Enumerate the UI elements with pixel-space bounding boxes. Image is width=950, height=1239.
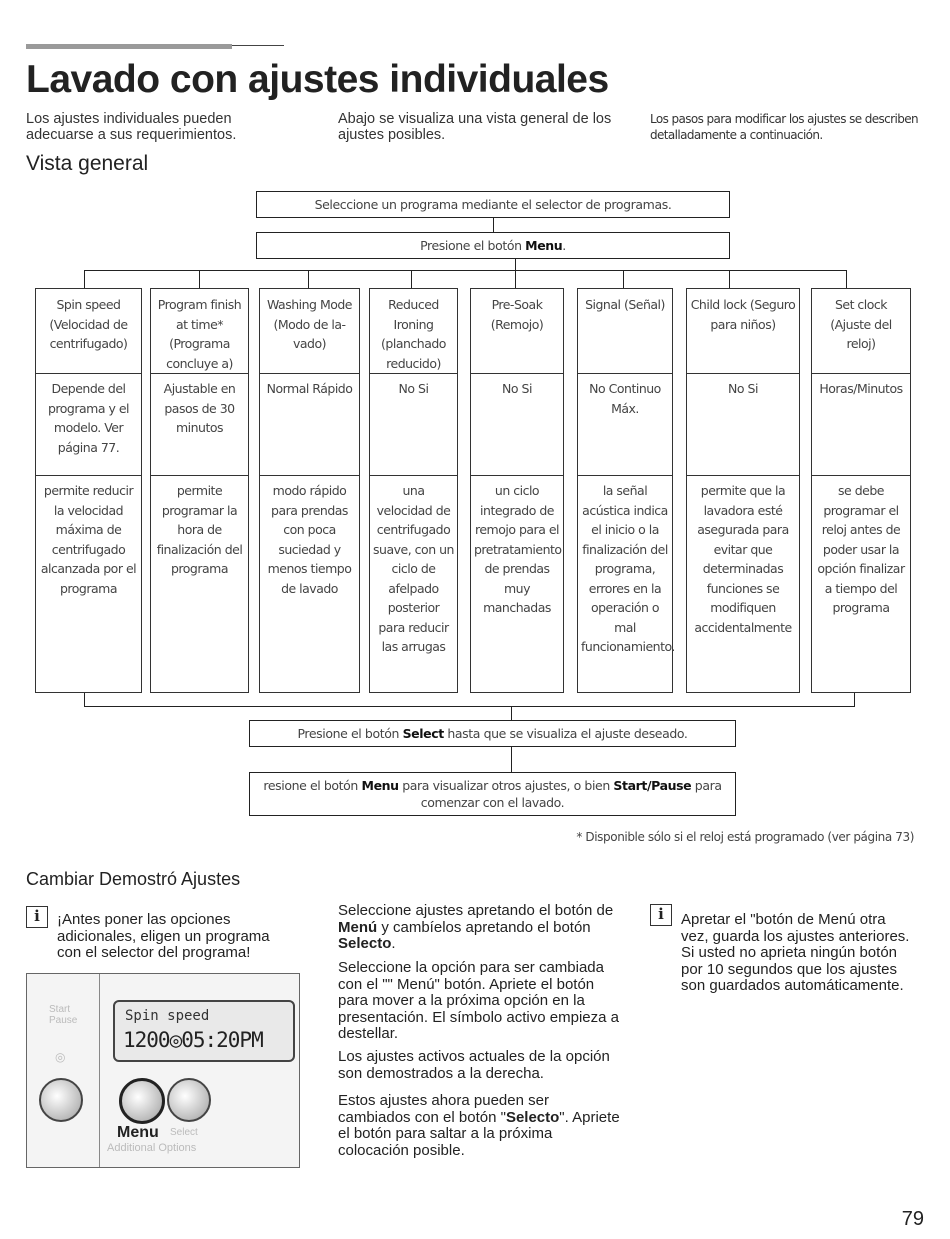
option-name: Pre-Soak (Remojo) xyxy=(490,297,544,332)
menu-knob xyxy=(119,1078,165,1124)
led-icon: ◎ xyxy=(55,1050,66,1064)
flow-step4-f: comenzar con el lavado. xyxy=(420,795,565,810)
flow-step3-post: hasta que se visualiza el ajuste deseado. xyxy=(443,726,688,741)
row-divider xyxy=(687,475,799,476)
intro-col3: Los pasos para modificar los ajustes se describen detalladamente a continuación. xyxy=(650,112,919,142)
lcd-line1: Spin speed xyxy=(125,1008,210,1024)
option-values: No Si xyxy=(398,381,429,396)
option-description: un ciclo integrado de remojo para el pretratamiento de prendas muy manchadas xyxy=(474,483,562,615)
additional-options-label: Additional Options xyxy=(107,1142,197,1154)
option-description: modo rápido para prendas con poca suciedad y menos tiempo de lavado xyxy=(267,483,352,596)
option-description: permite que la lavadora esté asegurada para evitar que determinadas funciones se modifiquen accidentalmente xyxy=(694,483,792,635)
p1-d: Selecto xyxy=(338,935,392,952)
option-name: Washing Mode (Modo de la-vado) xyxy=(266,297,352,351)
flow-connector xyxy=(511,746,512,772)
option-values: Ajustable en pasos de 30 minutos xyxy=(163,381,236,435)
flow-branch-drop xyxy=(84,270,85,288)
flow-branch-drop xyxy=(308,270,309,288)
footnote: * Disponible sólo si el reloj está programado (ver página 73) xyxy=(576,830,914,844)
row-divider xyxy=(260,475,359,476)
option-description: una velocidad de centrifugado suave, con un ciclo de afelpado posterior para reducir las arrugas xyxy=(373,483,454,654)
p4-b: Selecto xyxy=(505,1108,560,1126)
option-column-washing-mode xyxy=(259,288,360,693)
section-title-change-settings: Cambiar Demostró Ajustes xyxy=(26,869,241,889)
option-description: permite reducir la velocidad máxima de centrifugado alcanzada por el programa xyxy=(40,483,137,596)
p1-c: y cambíelos apretando el botón xyxy=(377,918,591,936)
row-divider xyxy=(36,475,141,476)
option-column-pre-soak xyxy=(470,288,564,693)
option-values: Normal Rápido xyxy=(266,381,353,396)
select-label: Select xyxy=(170,1127,198,1138)
option-column-spin-speed xyxy=(35,288,142,693)
paragraph-active-settings: Los ajustes activos actuales de la opción son demostrados a la derecha. xyxy=(338,1048,610,1082)
row-divider xyxy=(151,373,248,374)
row-divider xyxy=(471,373,563,374)
row-divider xyxy=(687,373,799,374)
flow-step3-pre: Presione el botón xyxy=(297,726,403,741)
menu-label: Menu xyxy=(117,1124,159,1141)
flow-merge-drop xyxy=(84,693,85,706)
info-icon: i xyxy=(26,906,48,928)
header-rule-line xyxy=(232,45,284,46)
row-divider xyxy=(812,475,910,476)
flow-step2-bold: Menu xyxy=(525,238,563,253)
paragraph-choose-option: Seleccione la opción para ser cambiada con el "" Menú" botón. Apriete el botón para mover a la próxima opción en la presentación. El símbolo activo empieza a destellar. xyxy=(338,959,619,1042)
row-divider xyxy=(36,373,141,374)
info-icon: i xyxy=(650,904,672,926)
flow-step2-pre: Presione el botón xyxy=(420,238,526,253)
flow-step4-c: para visualizar otros ajustes, o bien xyxy=(398,778,614,793)
p1-a: Seleccione ajustes apretando el botón de xyxy=(338,902,614,919)
flow-branch-drop xyxy=(623,270,624,288)
select-knob xyxy=(167,1078,211,1122)
row-divider xyxy=(370,373,457,374)
row-divider xyxy=(151,475,248,476)
flow-connector xyxy=(511,706,512,720)
option-column-program-finish xyxy=(150,288,249,693)
row-divider xyxy=(812,373,910,374)
row-divider xyxy=(471,475,563,476)
flow-step4-b: Menu xyxy=(361,778,399,793)
flow-step1-text: Seleccione un programa mediante el selector de programas. xyxy=(314,197,672,212)
option-description: permite programar la hora de finalización del programa xyxy=(156,483,243,576)
flow-step-press-menu xyxy=(256,232,730,259)
option-values: No Si xyxy=(728,381,758,396)
start-pause-label: Start Pause xyxy=(49,1004,78,1026)
flow-connector xyxy=(515,258,516,270)
flow-step4-e: para xyxy=(691,778,722,793)
flow-branch-drop xyxy=(199,270,200,288)
p1-e: . xyxy=(391,935,396,952)
flow-merge-drop xyxy=(854,693,855,706)
flow-branch-drop xyxy=(411,270,412,288)
row-divider xyxy=(578,373,672,374)
paragraph-select-settings xyxy=(338,903,623,953)
control-panel-illustration xyxy=(26,973,300,1168)
intro-col1: Los ajustes individuales pueden adecuarse a sus requerimientos. xyxy=(26,111,237,143)
option-column-child-lock xyxy=(686,288,800,693)
option-column-reduced-ironing xyxy=(369,288,458,693)
panel-divider xyxy=(99,974,100,1167)
flow-step-press-select xyxy=(249,720,736,747)
note-save-settings: Apretar el "botón de Menú otra vez, guarda los ajustes anteriores. Si usted no aprieta ningún botón por 10 segundos que los ajustes son guardados automáticamente. xyxy=(681,911,910,994)
flow-step4-a: resione el botón xyxy=(263,778,362,793)
p4-c: ". Apriete el botón para saltar a la próxima colocación posible. xyxy=(338,1108,620,1159)
option-description: la señal acústica indica el inicio o la finalización del programa, errores en la operación o mal funcionamiento. xyxy=(581,483,675,654)
option-name: Signal (Señal) xyxy=(585,297,665,312)
option-column-signal xyxy=(577,288,673,693)
option-values: No Si xyxy=(502,381,532,396)
option-name: Program finish at time* (Programa concluye a) xyxy=(157,297,242,371)
flow-step2-post: . xyxy=(562,238,566,253)
option-name: Spin speed (Velocidad de centrifugado) xyxy=(49,297,128,351)
intro-col2: Abajo se visualiza una vista general de los ajustes posibles. xyxy=(338,111,612,143)
note-select-program-first: ¡Antes poner las opciones adicionales, eligen un programa con el selector del programa! xyxy=(57,911,270,961)
flow-step-menu-or-start xyxy=(249,772,736,816)
option-name: Reduced Ironing (planchado reducido) xyxy=(381,297,446,371)
header-rule-bar xyxy=(26,44,232,49)
flow-branch-drop xyxy=(729,270,730,288)
row-divider xyxy=(370,475,457,476)
section-title-overview: Vista general xyxy=(26,152,149,175)
flow-branch-drop xyxy=(846,270,847,288)
lcd-line2: 1200◎05:20PM xyxy=(123,1028,263,1052)
start-pause-knob xyxy=(39,1078,83,1122)
lcd-display xyxy=(113,1000,295,1062)
option-values: Depende del programa y el modelo. Ver página 77. xyxy=(47,381,130,455)
flow-step3-bold: Select xyxy=(402,726,444,741)
p4-a: Estos ajustes ahora pueden ser cambiados con el botón " xyxy=(338,1092,549,1126)
flow-merge-line xyxy=(84,706,855,707)
option-name: Child lock (Seguro para niños) xyxy=(690,297,796,332)
row-divider xyxy=(578,475,672,476)
page-title: Lavado con ajustes individuales xyxy=(26,58,609,101)
option-name: Set clock (Ajuste del reloj) xyxy=(830,297,892,351)
flow-step4-d: Start/Pause xyxy=(613,778,692,793)
page-number: 79 xyxy=(901,1208,924,1230)
option-values: Horas/Minutos xyxy=(819,381,903,396)
flow-connector xyxy=(493,217,494,232)
option-values: No Continuo Máx. xyxy=(589,381,661,416)
paragraph-change-with-select xyxy=(338,1093,623,1159)
flow-branch-drop xyxy=(515,270,516,288)
flow-step-select-program xyxy=(256,191,730,218)
row-divider xyxy=(260,373,359,374)
option-column-set-clock xyxy=(811,288,911,693)
option-description: se debe programar el reloj antes de poder usar la opción finalizar a tiempo del programa xyxy=(817,483,905,615)
p1-b: Menú xyxy=(338,918,378,936)
